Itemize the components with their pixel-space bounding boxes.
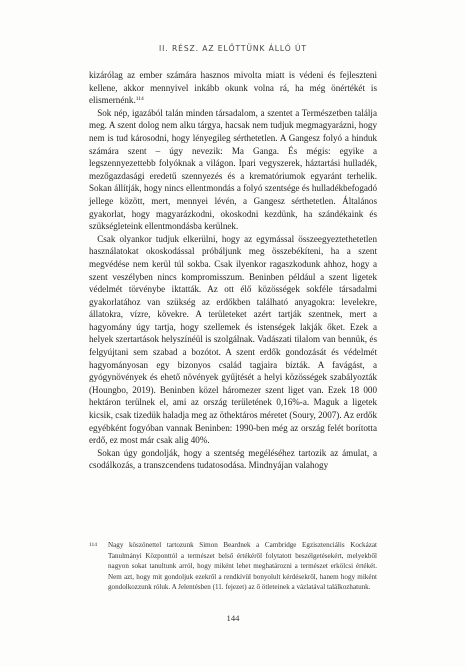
footnote: [89, 540, 377, 593]
footnote-marker: 114: [89, 542, 98, 548]
paragraph-4: Sokan úgy gondolják, hogy a szentség megéléséhez tartozik az ámulat, a csodálkozás, a transzcendens tudatosodása. Mindnyájan valahogy: [89, 447, 377, 471]
main-text: [89, 69, 377, 472]
footnote-reference[interactable]: 114: [135, 96, 144, 103]
paragraph-2: Sok nép, igazából talán minden társadalom, a szentet a Természetben találja meg. A szent dolog nem alku tárgya, hacsak nem tudjuk megmagyarázni, hogy nem is tud károsodni, hogy lényegileg sérthetetlen. A Gangesz folyó a hinduk számára szent – úgy nevezik: Ma Ganga. És mégis: egyike a legszennyezettebb folyóknak a világon. Ipari vegyszerek, háztartási hulladék, mezőgazdasági eredetű szennyezés és a krematóriumok egyaránt terhelik. Sokan állítják, hogy nincs ellentmondás a folyó szentsége és hulladékbefogadó jellege között, mert, mennyei lévén, a Gangesz sérthetetlen. Általános gyakorlat, hogy magyarázkodni, okoskodni kezdünk, ha szándékaink és szükségleteink ellentmondásba kerülnek.: [89, 107, 377, 232]
footnote-text: Nagy köszönettel tartozunk Simon Beardnek a Cambridge Egzisztenciális Kockázat Tanulmányi Központtól a természet belső értékéről folytatott beszélgetésekért, melyekből nagyon sokat tanultunk arról, hogy miként lehet meghatározni a természet erkölcsi értékét. Nem azt, hogy mit gondoljuk ezekről a rendkívül bonyolult kérdésekről, hanem hogy miként gondolkozzunk róluk. A Jelentésben (11. fejezet) az ő ötleteinek a vázlatával találkozhatunk.: [108, 541, 377, 591]
paragraph-1: [89, 69, 377, 107]
page-number: 144: [226, 613, 240, 623]
paragraph-3: Csak olyankor tudjuk elkerülni, hogy az egymással összeegyeztethetetlen használatokat okoskodással próbáljunk meg összebékíteni, ha a szent megvédése nem kerül túl sokba. Csak ilyenkor ragaszkodunk ahhoz, hogy a szent veszélyben nincs kompromisszum. Beninben például a szent ligetek védelmét törvénybe iktatták. Az ott élő közösségek sokféle társadalmi gyakorlatához van szükség az erdőkben található anyagokra: levelekre, állatokra, vízre, kövekre. A területeket azért tartják szentnek, mert a hagyomány úgy tartja, hogy szellemek és istenségek lakják őket. Ezek a helyek szertartások helyszínéül is szolgálnak. Vadászati tilalom van bennük, és felgyújtani sem szabad a bozótot. A szent erdők gondozását és védelmét hagyományosan egy bizonyos család tagjaira bízták. A favágást, a gyógynövények és ehető növények gyűjtését a helyi közösségek szabályozták (Houngbo, 2019). Beninben közel háromezer szent liget van. Ezek 18 000 hektáron terülnek el, ami az ország területének 0,16%-a. Maguk a ligetek kicsik, csak tizedük haladja meg az öthektáros méretet (Soury, 2007). Az erdők egyébként fogyóban vannak Beninben: 1990-ben még az ország felét borította erdő, ez most már csak alig 40%.: [89, 233, 377, 446]
paragraph-1-text: kizárólag az ember számára hasznos mivolta miatt is védeni és fejleszteni kellene, akkor mennyivel inkább okunk volna rá, ha még önértékét is elismernénk.: [89, 70, 377, 106]
running-head: II. RÉSZ. AZ ELŐTTÜNK ÁLLÓ ÚT: [159, 44, 307, 53]
